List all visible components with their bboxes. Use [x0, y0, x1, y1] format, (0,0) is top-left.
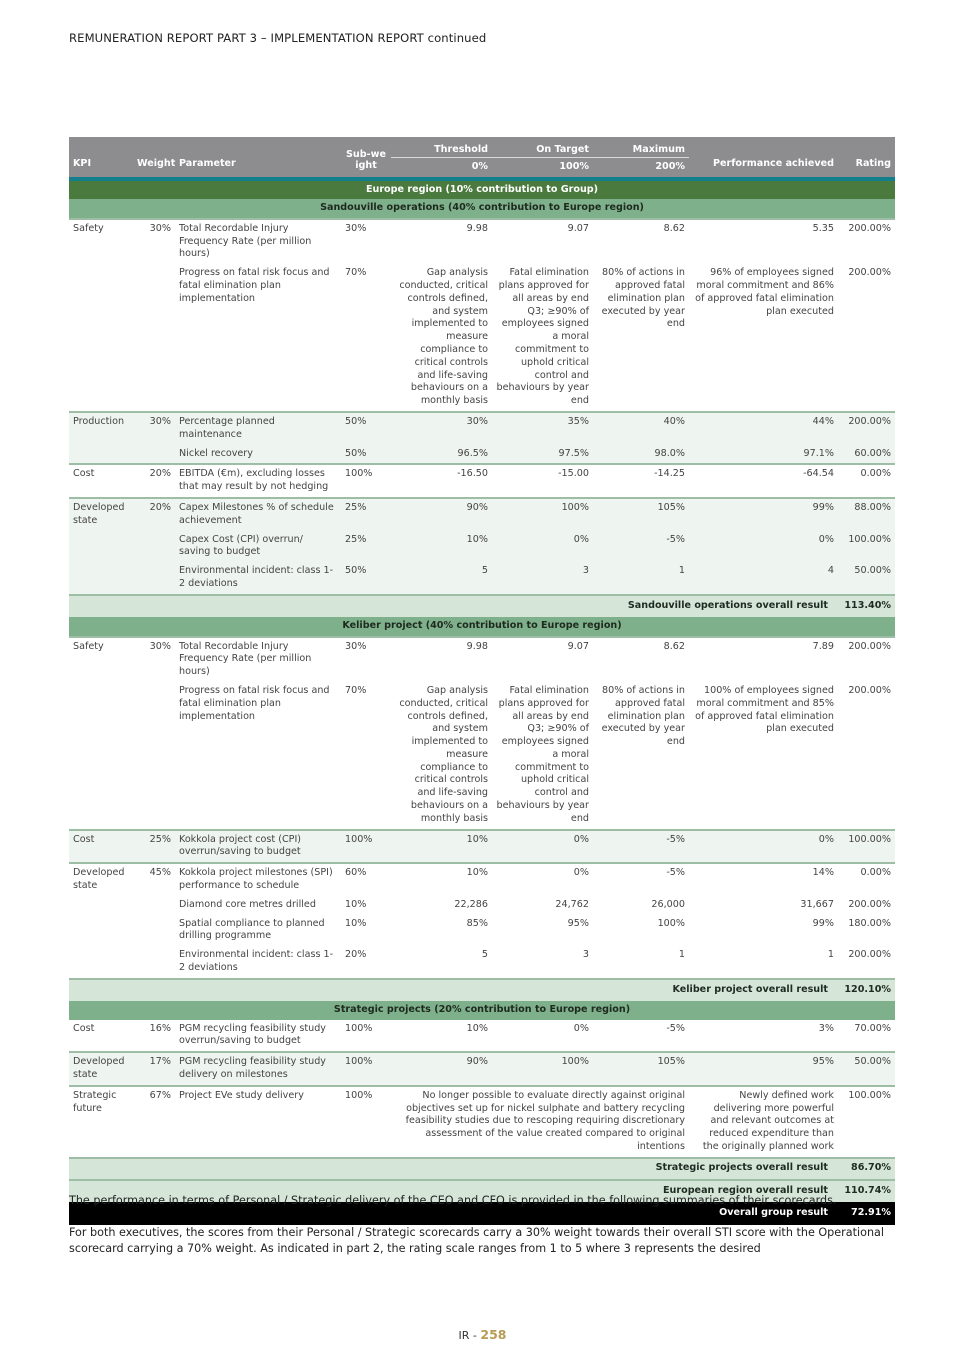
- cell-parameter: Spatial compliance to planned drilling programme: [179, 917, 325, 942]
- cell-maximum: 8.62: [593, 219, 689, 264]
- cell-rating: 70.00%: [854, 1022, 891, 1034]
- table-row: [69, 412, 895, 445]
- cell-parameter: Total Recordable Injury Frequency Rate (per million hours): [175, 637, 341, 682]
- section-result-label: Keliber project overall result: [69, 979, 838, 1001]
- cell-weight: [133, 946, 175, 979]
- cell-maximum: -5%: [593, 863, 689, 896]
- cell-parameter: Capex Milestones % of schedule achievement: [175, 498, 341, 531]
- table-row: [69, 264, 895, 412]
- cell-threshold: 9.98: [391, 637, 492, 682]
- cell-weight: [133, 682, 175, 830]
- cell-sub-weight: 50%: [341, 562, 391, 595]
- cell-parameter: PGM recycling feasibility study overrun/saving to budget: [179, 1022, 326, 1047]
- cell-weight: 25%: [133, 830, 175, 864]
- cell-rating: 200.00%: [848, 898, 891, 910]
- cell-kpi: [69, 531, 133, 563]
- cell-on-target: 3: [582, 949, 589, 961]
- cell-performance: 5.35: [689, 219, 838, 264]
- cell-threshold: 30%: [391, 412, 492, 445]
- cell-rating: 0.00%: [838, 863, 895, 896]
- cell-threshold: 85%: [466, 917, 488, 929]
- cell-sub-weight: 70%: [345, 684, 367, 696]
- region-result-value: 110.74%: [838, 1180, 895, 1202]
- cell-rating: 100.00%: [838, 830, 895, 864]
- cell-rating: 60.00%: [838, 445, 895, 465]
- cell-kpi: [69, 562, 133, 595]
- cell-on-target: 0%: [573, 1022, 589, 1034]
- cell-weight: 45%: [133, 863, 175, 896]
- table-row: [69, 1086, 895, 1158]
- header-rating: Rating: [838, 137, 895, 177]
- group-result-label: Overall group result: [69, 1202, 838, 1225]
- header-performance: Performance achieved: [689, 137, 838, 177]
- table-row: [69, 464, 895, 498]
- cell-sub-weight: 20%: [345, 949, 367, 961]
- header-maximum-pct: 200%: [593, 157, 689, 177]
- cell-maximum: 80% of actions in approved fatal elimination plan executed by year end: [601, 267, 685, 330]
- cell-performance: 44%: [689, 412, 838, 445]
- cell-sub-weight: 100%: [341, 830, 391, 864]
- cell-rating: 200.00%: [838, 412, 895, 445]
- cell-threshold: 10%: [391, 830, 492, 864]
- cell-on-target: 3: [492, 562, 593, 595]
- table-row: [69, 219, 895, 264]
- cell-weight: [133, 445, 175, 465]
- cell-kpi: [69, 264, 133, 412]
- header-threshold: Threshold: [391, 137, 492, 157]
- cell-rating: 200.00%: [838, 219, 895, 264]
- cell-sub-weight: 100%: [341, 1052, 391, 1086]
- cell-performance: 1: [827, 949, 834, 961]
- paragraph-2: For both executives, the scores from their Personal / Strategic scorecards carry a 30% weight towards their overall STI score with the Operational scorecard carrying a 70% weight. As indicated in part 2, the rating scale ranges from 1 to 5 where 3 represents the desired: [69, 1226, 885, 1255]
- cell-performance: Newly defined work delivering more powerful and relevant outcomes at reduced expenditure than the originally planned work: [689, 1086, 838, 1158]
- cell-performance: 95%: [689, 1052, 838, 1086]
- cell-weight: [133, 896, 175, 915]
- section-result-value: 86.70%: [838, 1158, 895, 1180]
- table-body: [69, 199, 895, 1225]
- cell-sub-weight: 50%: [341, 445, 391, 465]
- cell-threshold: 5: [391, 562, 492, 595]
- cell-weight: 16%: [149, 1022, 171, 1034]
- cell-sub-weight: 100%: [341, 464, 391, 498]
- section-result-label: Strategic projects overall result: [69, 1158, 838, 1180]
- group-result-value: 72.91%: [838, 1202, 895, 1225]
- cell-on-target: -15.00: [492, 464, 593, 498]
- section-result-value: 120.10%: [838, 979, 895, 1001]
- cell-kpi: Production: [69, 412, 133, 445]
- table-row: [69, 915, 895, 947]
- cell-on-target: 100%: [492, 498, 593, 531]
- cell-maximum: 105%: [593, 498, 689, 531]
- cell-parameter: Progress on fatal risk focus and fatal elimination plan implementation: [179, 267, 330, 304]
- header-kpi: KPI: [69, 137, 133, 177]
- table-row: [69, 498, 895, 531]
- table-row: [69, 682, 895, 830]
- cell-on-target: 97.5%: [492, 445, 593, 465]
- table-header: [69, 137, 895, 177]
- page-header: REMUNERATION REPORT PART 3 – IMPLEMENTATION REPORT continued: [69, 31, 487, 45]
- cell-on-target: 9.07: [492, 219, 593, 264]
- cell-rating: 88.00%: [838, 498, 895, 531]
- cell-sub-weight: 70%: [345, 267, 367, 279]
- cell-sub-weight: 100%: [341, 1086, 391, 1158]
- cell-sub-weight: 25%: [341, 531, 391, 563]
- table-row: [69, 896, 895, 915]
- cell-weight: [133, 915, 175, 947]
- cell-threshold: 10%: [391, 863, 492, 896]
- cell-rating: 100.00%: [838, 1086, 895, 1158]
- cell-on-target: 0%: [492, 830, 593, 864]
- kpi-table-container: [69, 137, 895, 1225]
- cell-on-target: 95%: [567, 917, 589, 929]
- cell-rating: 50.00%: [838, 1052, 895, 1086]
- cell-threshold: 96.5%: [391, 445, 492, 465]
- cell-sub-weight: 30%: [341, 219, 391, 264]
- cell-threshold: 10%: [391, 531, 492, 563]
- cell-maximum: 105%: [593, 1052, 689, 1086]
- page-footer: [0, 1327, 965, 1342]
- region-title: Europe region (10% contribution to Group): [69, 181, 895, 199]
- cell-parameter: Project EVe study delivery: [175, 1086, 341, 1158]
- table-row: [69, 830, 895, 864]
- cell-kpi: Cost: [73, 1022, 95, 1034]
- cell-maximum: 100%: [657, 917, 685, 929]
- cell-weight: 30%: [133, 637, 175, 682]
- cell-parameter: Progress on fatal risk focus and fatal elimination plan implementation: [179, 684, 330, 722]
- table-row: [69, 562, 895, 595]
- cell-performance: 3%: [818, 1022, 834, 1034]
- cell-rating: 0.00%: [838, 464, 895, 498]
- cell-maximum: 40%: [593, 412, 689, 445]
- cell-kpi: Developed state: [69, 498, 133, 531]
- cell-rating: 180.00%: [848, 917, 891, 929]
- cell-parameter: Environmental incident: class 1-2 deviations: [175, 562, 341, 595]
- cell-threshold: Gap analysis conducted, critical controls defined, and system implemented to measure compliance to critical controls and life-saving behaviours on a monthly basis: [399, 267, 488, 407]
- cell-weight: 20%: [133, 464, 175, 498]
- kpi-table: [69, 137, 895, 1225]
- section-title: Sandouville operations (40% contribution to Europe region): [69, 199, 895, 219]
- header-threshold-pct: 0%: [391, 157, 492, 177]
- cell-kpi: Developed state: [69, 1052, 133, 1086]
- header-on-target: On Target: [492, 137, 593, 157]
- cell-maximum: -5%: [666, 1022, 685, 1034]
- cell-weight: 20%: [133, 498, 175, 531]
- cell-performance: 31,667: [800, 898, 834, 910]
- cell-on-target: 0%: [492, 531, 593, 563]
- cell-parameter: Diamond core metres drilled: [179, 898, 316, 910]
- cell-parameter: Nickel recovery: [175, 445, 341, 465]
- cell-weight: 17%: [133, 1052, 175, 1086]
- cell-maximum: 1: [678, 949, 685, 961]
- cell-threshold: 22,286: [454, 898, 488, 910]
- cell-performance: 0%: [689, 830, 838, 864]
- cell-on-target: 9.07: [492, 637, 593, 682]
- cell-rating: 200.00%: [848, 684, 891, 696]
- cell-sub-weight: 30%: [341, 637, 391, 682]
- table-row: [69, 637, 895, 682]
- cell-parameter: Percentage planned maintenance: [175, 412, 341, 445]
- cell-maximum: -14.25: [593, 464, 689, 498]
- cell-kpi: [69, 946, 133, 979]
- cell-weight: [133, 531, 175, 563]
- cell-kpi: Cost: [69, 464, 133, 498]
- cell-kpi: [69, 682, 133, 830]
- cell-on-target: 24,762: [555, 898, 589, 910]
- cell-maximum: 1: [593, 562, 689, 595]
- cell-weight: [133, 562, 175, 595]
- cell-merged-targets: No longer possible to evaluate directly against original objectives set up for nickel sulphate and battery recycling feasibility studies due to rescoping requiring discretionary assessment of the value created compared to original intentions: [391, 1086, 689, 1158]
- section-result-label: Sandouville operations overall result: [69, 595, 838, 617]
- cell-on-target: 35%: [492, 412, 593, 445]
- cell-sub-weight: 50%: [341, 412, 391, 445]
- cell-performance: 14%: [689, 863, 838, 896]
- cell-weight: 30%: [133, 412, 175, 445]
- cell-maximum: -5%: [593, 830, 689, 864]
- cell-kpi: [69, 915, 133, 947]
- cell-parameter: EBITDA (€m), excluding losses that may result by not hedging: [175, 464, 341, 498]
- cell-threshold: 10%: [466, 1022, 488, 1034]
- cell-parameter: Environmental incident: class 1-2 deviations: [179, 949, 334, 974]
- header-weight: Weight: [133, 137, 175, 177]
- footer-prefix: IR -: [458, 1329, 481, 1342]
- header-sub-weight: [341, 137, 391, 177]
- cell-threshold: 90%: [391, 498, 492, 531]
- cell-performance: 100% of employees signed moral commitment and 85% of approved fatal elimination plan executed: [695, 684, 834, 735]
- cell-maximum: 26,000: [651, 898, 685, 910]
- cell-on-target: Fatal elimination plans approved for all areas by end Q3; ≥90% of employees signed a moral commitment to uphold critical control and behaviours by year end: [496, 267, 589, 407]
- cell-on-target: Fatal elimination plans approved for all areas by end Q3; ≥90% of employees signed a moral commitment to uphold critical control and behaviours by year end: [496, 684, 589, 824]
- cell-performance: 0%: [689, 531, 838, 563]
- cell-maximum: 80% of actions in approved fatal elimination plan executed by year end: [601, 684, 685, 748]
- cell-performance: 4: [689, 562, 838, 595]
- cell-kpi: [69, 896, 133, 915]
- section-result-value: 113.40%: [838, 595, 895, 617]
- cell-parameter: Capex Cost (CPI) overrun/ saving to budget: [175, 531, 341, 563]
- cell-parameter: Total Recordable Injury Frequency Rate (per million hours): [175, 219, 341, 264]
- cell-threshold: 90%: [391, 1052, 492, 1086]
- cell-maximum: -5%: [593, 531, 689, 563]
- section-title: Keliber project (40% contribution to Europe region): [69, 617, 895, 637]
- cell-weight: [133, 264, 175, 412]
- cell-rating: 200.00%: [848, 949, 891, 961]
- cell-kpi: Cost: [69, 830, 133, 864]
- region-result-label: European region overall result: [69, 1180, 838, 1202]
- cell-threshold: 9.98: [391, 219, 492, 264]
- cell-kpi: Safety: [69, 637, 133, 682]
- cell-maximum: 8.62: [593, 637, 689, 682]
- section-title: Strategic projects (20% contribution to Europe region): [69, 1001, 895, 1020]
- cell-kpi: Strategic future: [69, 1086, 133, 1158]
- table-row: [69, 1052, 895, 1086]
- cell-performance: 99%: [812, 917, 834, 929]
- cell-parameter: PGM recycling feasibility study delivery on milestones: [175, 1052, 341, 1086]
- cell-weight: 30%: [133, 219, 175, 264]
- table-row: [69, 1020, 895, 1053]
- cell-on-target: 0%: [492, 863, 593, 896]
- table-row: [69, 531, 895, 563]
- cell-sub-weight: 25%: [341, 498, 391, 531]
- cell-sub-weight: 60%: [341, 863, 391, 896]
- header-on-target-pct: 100%: [492, 157, 593, 177]
- cell-rating: 50.00%: [838, 562, 895, 595]
- cell-performance: -64.54: [689, 464, 838, 498]
- cell-rating: 200.00%: [848, 267, 891, 279]
- table-row: [69, 863, 895, 896]
- cell-kpi: Developed state: [69, 863, 133, 896]
- cell-sub-weight: 100%: [345, 1022, 373, 1034]
- header-sub-weight-label: Sub-weight: [346, 149, 386, 171]
- paragraph-1: The performance in terms of Personal / Strategic delivery of the CEO and CFO is provided in the following summaries of their scorecards.: [69, 1194, 837, 1207]
- cell-performance: 99%: [689, 498, 838, 531]
- cell-performance: 7.89: [689, 637, 838, 682]
- cell-rating: 100.00%: [838, 531, 895, 563]
- cell-threshold: -16.50: [391, 464, 492, 498]
- header-maximum: Maximum: [593, 137, 689, 157]
- cell-parameter: Kokkola project milestones (SPI) performance to schedule: [175, 863, 341, 896]
- cell-sub-weight: 10%: [345, 917, 367, 929]
- cell-performance: 96% of employees signed moral commitment and 86% of approved fatal elimination plan executed: [695, 267, 834, 317]
- cell-threshold: 5: [481, 949, 488, 961]
- table-row: [69, 445, 895, 465]
- cell-on-target: 100%: [492, 1052, 593, 1086]
- cell-parameter: Kokkola project cost (CPI) overrun/saving to budget: [175, 830, 341, 864]
- cell-kpi: Safety: [69, 219, 133, 264]
- cell-performance: 97.1%: [689, 445, 838, 465]
- table-bands: [69, 177, 895, 199]
- cell-maximum: 98.0%: [593, 445, 689, 465]
- cell-weight: 67%: [133, 1086, 175, 1158]
- cell-threshold: Gap analysis conducted, critical controls defined, and system implemented to measure compliance to critical controls and life-saving behaviours on a monthly basis: [399, 684, 488, 824]
- header-parameter: Parameter: [175, 137, 341, 177]
- table-row: [69, 946, 895, 979]
- page-number: 258: [480, 1327, 507, 1342]
- cell-rating: 200.00%: [838, 637, 895, 682]
- cell-kpi: [69, 445, 133, 465]
- cell-sub-weight: 10%: [345, 898, 367, 910]
